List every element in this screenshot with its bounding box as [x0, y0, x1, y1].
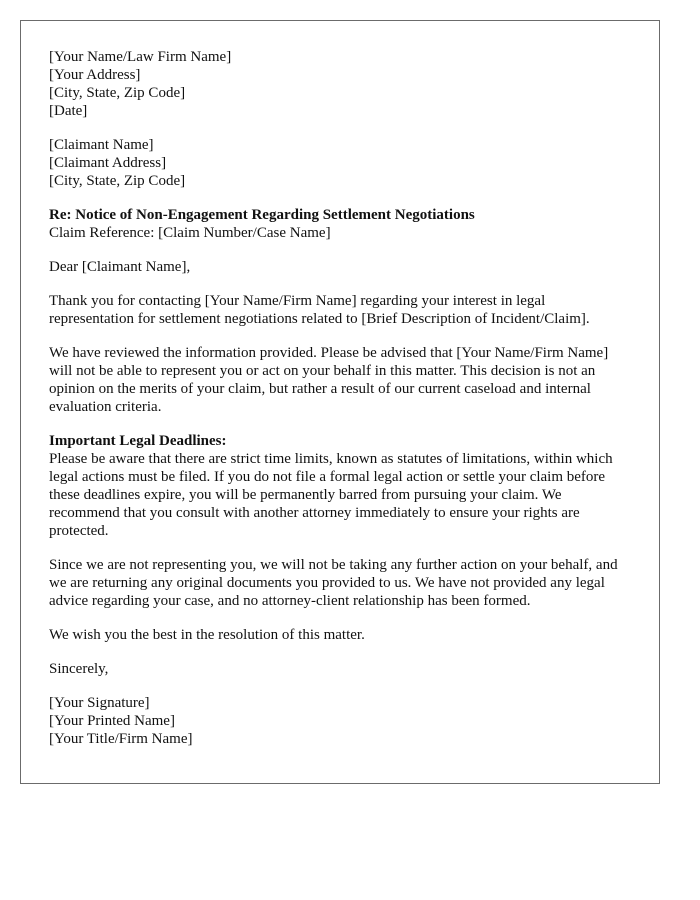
recipient-city-state-zip: [City, State, Zip Code] [49, 173, 186, 189]
body-paragraph-4: Since we are not representing you, we will not be taking any further action on your behalf, and we are returning any original documents you provided to us. We have not provided any legal advice regarding your case, and no attorney-client relationship has been formed. [49, 557, 618, 609]
valediction: Sincerely, [49, 661, 109, 677]
title-firm: [Your Title/Firm Name] [49, 731, 193, 747]
signature: [Your Signature] [49, 695, 150, 711]
sender-name: [Your Name/Law Firm Name] [49, 49, 232, 65]
sender-block [49, 48, 631, 120]
letter-page [20, 20, 660, 784]
body-paragraph-5: We wish you the best in the resolution of this matter. [49, 627, 365, 643]
body-paragraph-1: Thank you for contacting [Your Name/Firm Name] regarding your interest in legal representation for settlement negotiations related to [Brief Description of Incident/Claim]. [49, 293, 590, 327]
subject-block [49, 206, 631, 242]
recipient-block [49, 136, 631, 190]
body-paragraph-3: Please be aware that there are strict time limits, known as statutes of limitations, within which legal actions must be filed. If you do not file a formal legal action or settle your claim before these deadlines expire, you will be permanently barred from pursuing your claim. We recommend that you consult with another attorney immediately to ensure your rights are protected. [49, 451, 613, 539]
subject-line: Re: Notice of Non-Engagement Regarding Settlement Negotiations [49, 207, 475, 223]
body-paragraph-2: We have reviewed the information provided. Please be advised that [Your Name/Firm Name] will not be able to represent you or act on your behalf in this matter. This decision is not an opinion on the merits of your claim, but rather a result of our current caseload and internal evaluation criteria. [49, 345, 609, 415]
letter-date: [Date] [49, 103, 88, 119]
recipient-name: [Claimant Name] [49, 137, 154, 153]
deadlines-heading: Important Legal Deadlines: [49, 433, 227, 449]
salutation: Dear [Claimant Name], [49, 259, 191, 275]
deadlines-section [49, 432, 631, 540]
sender-address: [Your Address] [49, 67, 141, 83]
claim-reference: Claim Reference: [Claim Number/Case Name] [49, 225, 331, 241]
printed-name: [Your Printed Name] [49, 713, 175, 729]
recipient-address: [Claimant Address] [49, 155, 167, 171]
sender-city-state-zip: [City, State, Zip Code] [49, 85, 186, 101]
signature-block [49, 694, 631, 748]
